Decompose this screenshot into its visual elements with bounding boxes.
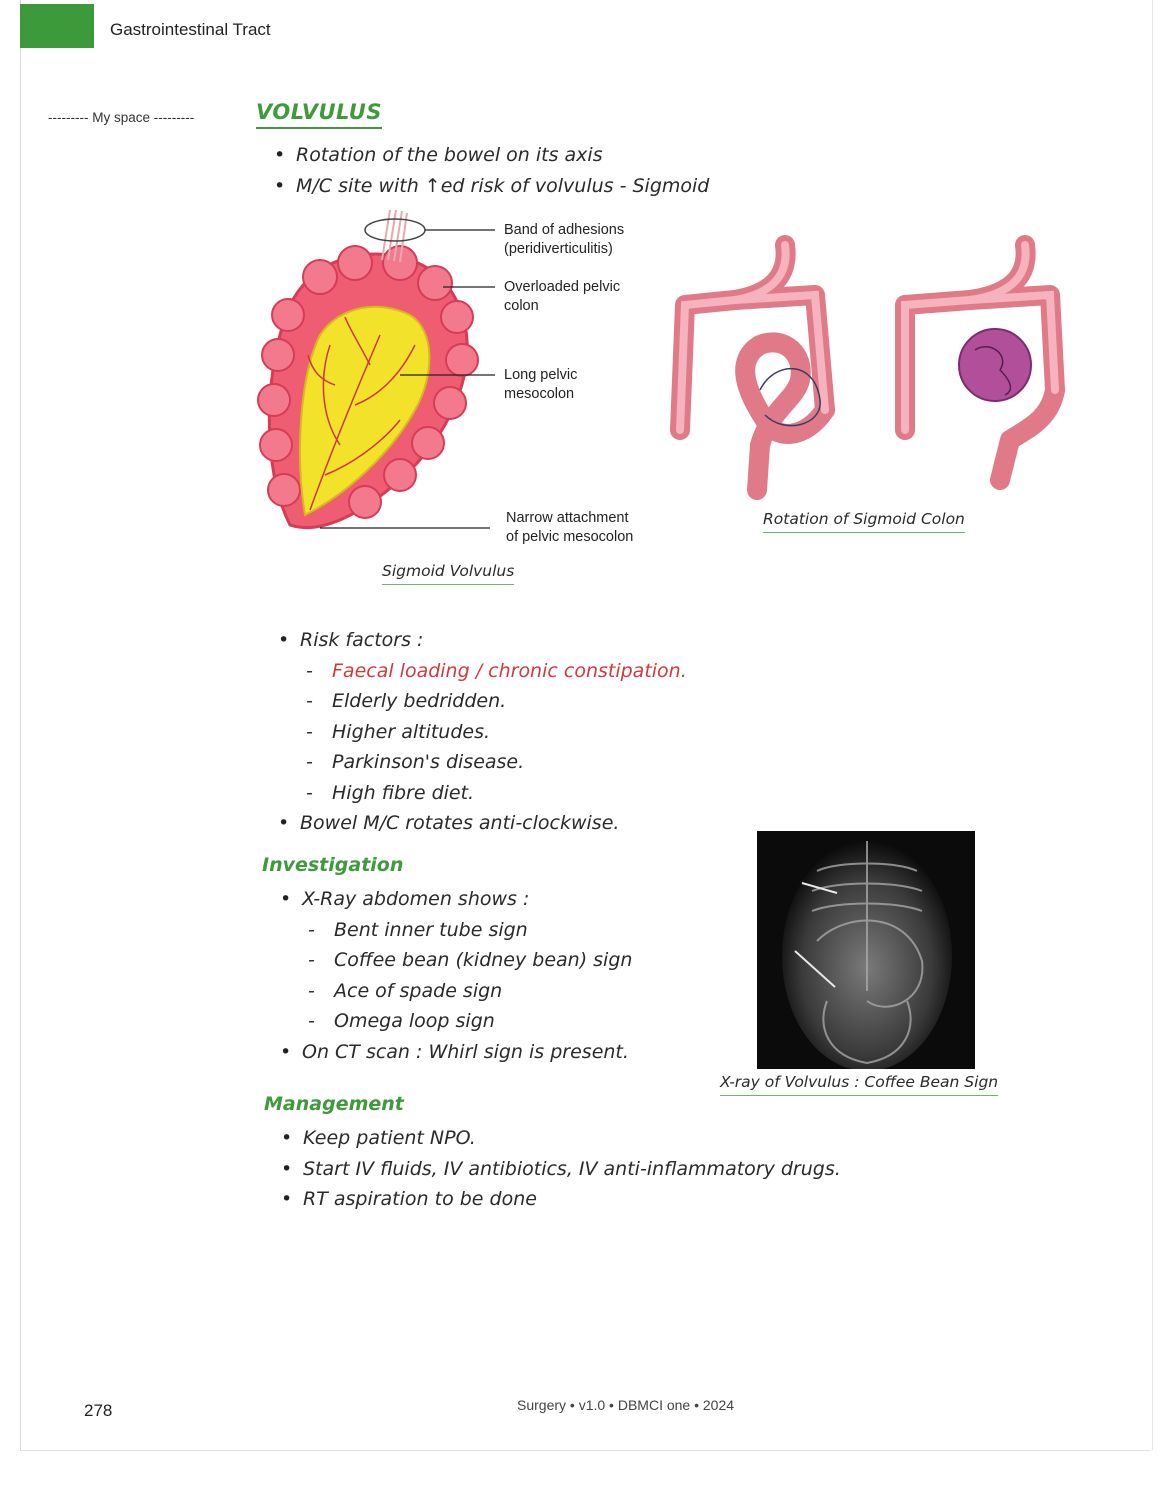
list-item: - High fibre diet.	[332, 778, 687, 809]
list-item: • RT aspiration to be done	[303, 1184, 841, 1215]
list-item: - Elderly bedridden.	[332, 686, 687, 717]
page-right-rule	[1152, 0, 1153, 1450]
list-item: - Ace of spade sign	[334, 976, 632, 1007]
list-item: - Bent inner tube sign	[334, 915, 632, 946]
my-space-label: --------- My space ---------	[48, 110, 195, 125]
list-item: • Bowel M/C rotates anti-clockwise.	[300, 808, 687, 839]
list-item: • Start IV fluids, IV antibiotics, IV anti-inflammatory drugs.	[303, 1154, 841, 1185]
caption-rotation-sigmoid: Rotation of Sigmoid Colon	[763, 510, 965, 533]
list-item: • Keep patient NPO.	[303, 1123, 841, 1154]
list-item: - Omega loop sign	[334, 1006, 632, 1037]
investigation-heading: Investigation	[262, 854, 404, 876]
caption-sigmoid-volvulus: Sigmoid Volvulus	[382, 562, 514, 585]
label-band-of-adhesions: Band of adhesions (peridiverticulitis)	[504, 222, 625, 257]
list-item: - Coffee bean (kidney bean) sign	[334, 945, 632, 976]
management-list	[303, 1123, 841, 1215]
management-heading: Management	[264, 1093, 404, 1115]
sigmoid-rotation-illustration	[665, 240, 1065, 505]
list-item: - Parkinson's disease.	[332, 747, 687, 778]
intro-list	[296, 140, 709, 201]
risk-heading: • Risk factors :	[300, 625, 687, 656]
list-item: • Rotation of the bowel on its axis	[296, 140, 709, 171]
list-item: • X-Ray abdomen shows :	[302, 884, 632, 915]
page-title: VOLVULUS	[256, 100, 382, 129]
footer-book-info: Surgery • v1.0 • DBMCI one • 2024	[517, 1397, 735, 1413]
label-long-mesocolon: Long pelvic mesocolon	[504, 367, 578, 402]
running-header: Gastrointestinal Tract	[110, 20, 271, 39]
caption-xray: X-ray of Volvulus : Coffee Bean Sign	[720, 1073, 998, 1096]
risk-factors-list	[300, 625, 687, 839]
label-narrow-attachment: Narrow attachment of pelvic mesocolon	[506, 510, 634, 545]
investigation-list	[302, 884, 632, 1067]
chapter-color-tab	[20, 4, 94, 48]
list-item: - Faecal loading / chronic constipation.	[332, 656, 687, 687]
page-bottom-rule	[20, 1450, 1150, 1451]
list-item: • On CT scan : Whirl sign is present.	[302, 1037, 632, 1068]
xray-image	[757, 831, 975, 1069]
label-overloaded-colon: Overloaded pelvic colon	[504, 279, 621, 314]
list-item: - Higher altitudes.	[332, 717, 687, 748]
sigmoid-volvulus-illustration	[250, 205, 510, 555]
page-left-rule	[20, 0, 21, 1450]
list-item: • M/C site with ↑ed risk of volvulus - Sigmoid	[296, 171, 709, 202]
page-number: 278	[84, 1401, 113, 1420]
